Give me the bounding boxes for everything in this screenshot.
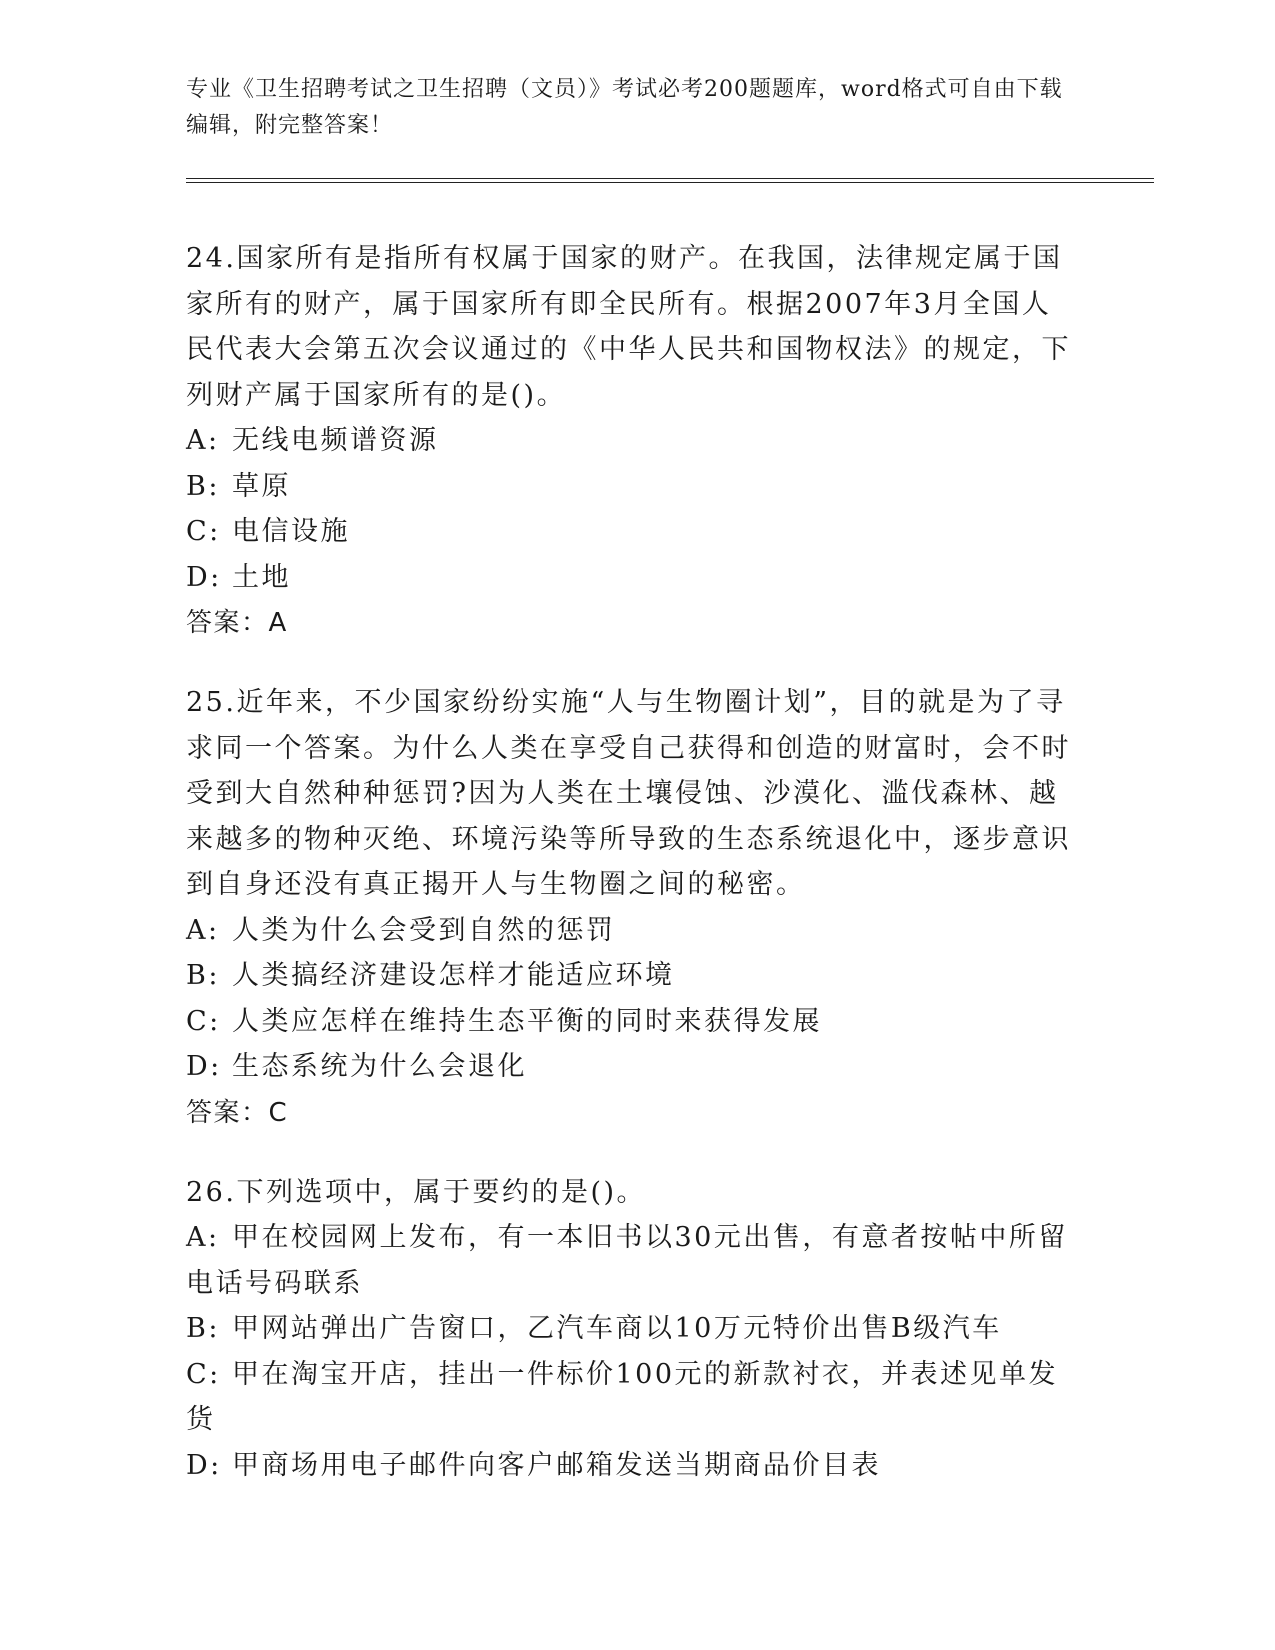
question-stem: 24.国家所有是指所有权属于国家的财产。在我国，法律规定属于国家所有的财产，属于国家所有即全民所有。根据2007年3月全国人民代表大会第五次会议通过的《中华人民共和国物权法》的规定，下列财产属于国家所有的是()。 bbox=[186, 243, 1071, 411]
option-text: 电信设施 bbox=[232, 516, 350, 547]
option-text: 甲在校园网上发布，有一本旧书以30元出售，有意者按帖中所留电话号码联系 bbox=[186, 1222, 1068, 1299]
option-a bbox=[186, 418, 1076, 464]
option-d bbox=[186, 555, 1076, 601]
option-letter: B: bbox=[186, 1313, 220, 1344]
option-text: 草原 bbox=[232, 470, 291, 502]
option-text: 无线电频谱资源 bbox=[232, 425, 439, 456]
header-divider-top bbox=[186, 178, 1154, 179]
option-text: 人类为什么会受到自然的惩罚 bbox=[232, 914, 616, 946]
document-header: 专业《卫生招聘考试之卫生招聘（文员）》考试必考200题题库，word格式可自由下载编辑，附完整答案！ bbox=[186, 77, 1063, 138]
option-text: 人类应怎样在维持生态平衡的同时来获得发展 bbox=[232, 1005, 822, 1037]
option-a bbox=[186, 1215, 1076, 1306]
question-26 bbox=[186, 1170, 1076, 1489]
answer-line: 答案：A bbox=[186, 608, 288, 638]
option-text: 甲在淘宝开店，挂出一件标价100元的新款衬衣，并表述见单发货 bbox=[186, 1358, 1059, 1435]
option-text: 甲网站弹出广告窗口，乙汽车商以10万元特价出售B级汽车 bbox=[232, 1313, 1002, 1344]
option-b bbox=[186, 953, 1076, 999]
header-divider-bottom bbox=[186, 182, 1154, 183]
option-letter: D: bbox=[186, 561, 222, 593]
option-d bbox=[186, 1044, 1076, 1090]
option-c bbox=[186, 999, 1076, 1045]
question-stem: 25.近年来，不少国家纷纷实施“人与生物圈计划”，目的就是为了寻求同一个答案。为什么人类在享受自己获得和创造的财富时，会不时受到大自然种种惩罚?因为人类在土壤侵蚀、沙漠化、滥伐森林、越来越多的物种灭绝、环境污染等所导致的生态系统退化中，逐步意识到自身还没有真正揭开人与生物圈之间的秘密。 bbox=[186, 687, 1071, 900]
option-b bbox=[186, 1306, 1076, 1352]
option-letter: C: bbox=[186, 1358, 221, 1390]
question-24 bbox=[186, 236, 1076, 646]
option-letter: D: bbox=[186, 1051, 222, 1082]
option-text: 生态系统为什么会退化 bbox=[232, 1051, 527, 1082]
option-c bbox=[186, 509, 1076, 555]
option-letter: B: bbox=[186, 960, 220, 991]
option-letter: C: bbox=[186, 516, 221, 547]
option-d bbox=[186, 1443, 1076, 1489]
question-list bbox=[186, 236, 1076, 1522]
option-a bbox=[186, 908, 1076, 954]
option-letter: A: bbox=[186, 914, 220, 946]
option-c bbox=[186, 1352, 1076, 1443]
option-text: 土地 bbox=[232, 561, 291, 593]
option-text: 人类搞经济建设怎样才能适应环境 bbox=[232, 960, 675, 991]
question-25 bbox=[186, 680, 1076, 1136]
question-stem: 26.下列选项中，属于要约的是()。 bbox=[186, 1176, 647, 1208]
option-letter: A: bbox=[186, 425, 220, 456]
option-text: 甲商场用电子邮件向客户邮箱发送当期商品价目表 bbox=[232, 1449, 881, 1481]
answer-line: 答案：C bbox=[186, 1097, 289, 1128]
option-letter: B: bbox=[186, 470, 220, 502]
option-letter: C: bbox=[186, 1005, 221, 1037]
option-b bbox=[186, 464, 1076, 510]
option-letter: D: bbox=[186, 1449, 222, 1481]
option-letter: A: bbox=[186, 1222, 220, 1253]
